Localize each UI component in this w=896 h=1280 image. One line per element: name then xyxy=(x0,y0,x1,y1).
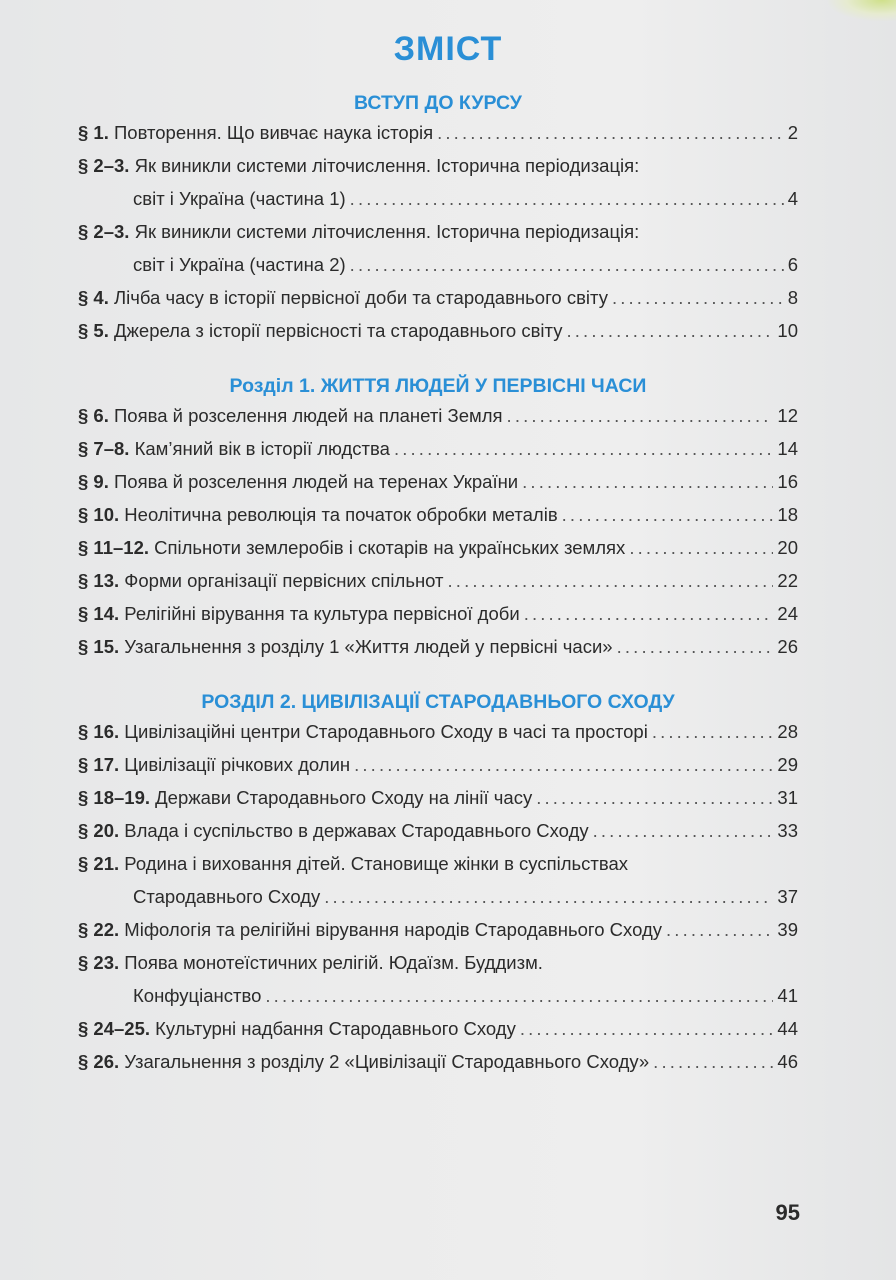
toc-entry-text xyxy=(133,250,346,279)
entry-title: Релігійні вірування та культура первісної доби xyxy=(124,603,520,624)
toc-entry[interactable] xyxy=(78,849,798,915)
entry-title: Держави Стародавнього Сходу на лінії часу xyxy=(155,787,533,808)
toc-entry-text xyxy=(78,816,589,845)
entry-title: Поява монотеїстичних релігій. Юдаїзм. Буддизм. xyxy=(124,952,543,973)
entry-page-number: 16 xyxy=(777,471,798,492)
dot-leader xyxy=(629,533,773,562)
paragraph-number: § 21. xyxy=(78,853,120,874)
paragraph-number: § 17. xyxy=(78,754,120,775)
toc-entry-continuation xyxy=(78,184,798,217)
dot-leader xyxy=(652,717,774,746)
dot-leader xyxy=(350,184,784,213)
entry-title: світ і Україна (частина 2) xyxy=(133,254,346,275)
toc-entry[interactable] xyxy=(78,151,798,217)
toc-entry-line xyxy=(78,283,798,316)
toc-entry[interactable] xyxy=(78,401,798,434)
entry-page-number: 41 xyxy=(777,985,798,1006)
entry-page-number: 18 xyxy=(777,504,798,525)
toc-entry-line xyxy=(78,467,798,500)
toc-entry[interactable] xyxy=(78,632,798,665)
paragraph-number: § 13. xyxy=(78,570,120,591)
toc-entry-line xyxy=(78,849,798,882)
toc-entry-line xyxy=(78,401,798,434)
paragraph-number: § 20. xyxy=(78,820,120,841)
dot-leader xyxy=(653,1047,773,1076)
toc-entry-line xyxy=(78,632,798,665)
toc-entry-continuation xyxy=(78,250,798,283)
section-title: РОЗДІЛ 2. ЦИВІЛІЗАЦІЇ СТАРОДАВНЬОГО СХОДУ xyxy=(201,691,675,713)
toc-entry-line xyxy=(78,316,798,349)
entry-title: Як виникли системи літочислення. Історична періодизація: xyxy=(134,221,640,242)
toc-entry[interactable] xyxy=(78,283,798,316)
entry-page-number: 31 xyxy=(777,787,798,808)
paragraph-number: § 4. xyxy=(78,287,109,308)
entry-title: Поява й розселення людей на планеті Земля xyxy=(114,405,503,426)
toc-entry-line xyxy=(78,717,798,750)
dot-leader xyxy=(666,915,773,944)
toc-entry-text xyxy=(78,151,639,180)
paragraph-number: § 1. xyxy=(78,122,109,143)
toc-entry[interactable] xyxy=(78,566,798,599)
paragraph-number: § 16. xyxy=(78,721,120,742)
page-title: ЗМІСТ xyxy=(393,30,503,68)
entry-title: Влада і суспільство в державах Стародавнього Сходу xyxy=(124,820,589,841)
toc-entry-text xyxy=(78,915,662,944)
entry-title: Кам’яний вік в історії людства xyxy=(134,438,390,459)
dot-leader xyxy=(437,118,784,147)
toc-entry-line xyxy=(78,1047,798,1080)
entry-page-number: 29 xyxy=(777,754,798,775)
entry-title: Міфологія та релігійні вірування народів Стародавнього Сходу xyxy=(124,919,663,940)
paragraph-number: § 10. xyxy=(78,504,120,525)
entry-page-number: 8 xyxy=(787,287,798,308)
paragraph-number: § 18–19. xyxy=(78,787,151,808)
toc-entry-line xyxy=(78,151,798,184)
dot-leader xyxy=(394,434,773,463)
dot-leader xyxy=(524,599,774,628)
toc-entry-text xyxy=(78,500,558,529)
toc-entry-text xyxy=(78,217,639,246)
entry-page-number: 39 xyxy=(777,919,798,940)
entry-title: Культурні надбання Стародавнього Сходу xyxy=(155,1018,516,1039)
toc-entry-text xyxy=(78,948,543,977)
paragraph-number: § 9. xyxy=(78,471,109,492)
toc-entry-line xyxy=(78,1014,798,1047)
entry-page-number: 28 xyxy=(777,721,798,742)
toc-entry-line xyxy=(78,566,798,599)
toc-entry[interactable] xyxy=(78,500,798,533)
toc-entry-text xyxy=(133,184,346,213)
entry-title: Поява й розселення людей на теренах України xyxy=(114,471,519,492)
toc-entry[interactable] xyxy=(78,948,798,1014)
toc-entry[interactable] xyxy=(78,217,798,283)
toc-entry-text xyxy=(78,1047,649,1076)
dot-leader xyxy=(617,632,774,661)
toc-entry[interactable] xyxy=(78,599,798,632)
toc-entry[interactable] xyxy=(78,533,798,566)
dot-leader xyxy=(448,566,774,595)
paragraph-number: § 23. xyxy=(78,952,120,973)
toc-entry[interactable] xyxy=(78,316,798,349)
toc-entry-continuation xyxy=(78,882,798,915)
dot-leader xyxy=(612,283,784,312)
entry-title: Як виникли системи літочислення. Історична періодизація: xyxy=(134,155,640,176)
paragraph-number: § 14. xyxy=(78,603,120,624)
toc-entry[interactable] xyxy=(78,915,798,948)
entry-page-number: 26 xyxy=(777,636,798,657)
entry-title: Форми організації первісних спільнот xyxy=(124,570,444,591)
paragraph-number: § 15. xyxy=(78,636,120,657)
dot-leader xyxy=(324,882,773,911)
dot-leader xyxy=(593,816,774,845)
paragraph-number: § 6. xyxy=(78,405,109,426)
entry-title: Стародавнього Сходу xyxy=(133,886,321,907)
entry-page-number: 20 xyxy=(777,537,798,558)
paragraph-number: § 5. xyxy=(78,320,109,341)
entry-title: Повторення. Що вивчає наука історія xyxy=(114,122,434,143)
entry-title: Конфуціанство xyxy=(133,985,262,1006)
entry-page-number: 33 xyxy=(777,820,798,841)
leaf-decoration xyxy=(826,0,896,22)
toc-entry-text xyxy=(78,750,350,779)
toc-entry-line xyxy=(78,434,798,467)
toc-entry-line xyxy=(78,948,798,981)
entry-page-number: 4 xyxy=(787,188,798,209)
toc-entry-text xyxy=(78,434,390,463)
toc-entry-line xyxy=(78,500,798,533)
toc-entry-text xyxy=(78,599,520,628)
toc-entry-text xyxy=(78,783,532,812)
toc-entry[interactable] xyxy=(78,783,798,816)
toc-entry[interactable] xyxy=(78,1047,798,1080)
entry-title: Цивілізації річкових долин xyxy=(124,754,351,775)
entry-title: Лічба часу в історії первісної доби та стародавнього світу xyxy=(114,287,608,308)
toc-entry-text xyxy=(78,401,503,430)
toc-entry-line xyxy=(78,915,798,948)
toc-entry-text xyxy=(78,533,625,562)
toc-entry-text xyxy=(78,632,613,661)
entry-title: Неолітична революція та початок обробки металів xyxy=(124,504,558,525)
toc-entry-line xyxy=(78,783,798,816)
toc-entry-continuation xyxy=(78,981,798,1014)
dot-leader xyxy=(566,316,773,345)
toc-entry-text xyxy=(133,882,320,911)
paragraph-number: § 7–8. xyxy=(78,438,130,459)
entry-page-number: 10 xyxy=(777,320,798,341)
toc-entry-text xyxy=(78,316,562,345)
dot-leader xyxy=(536,783,773,812)
entry-title: Спільноти землеробів і скотарів на українських землях xyxy=(154,537,626,558)
toc-section xyxy=(78,371,798,665)
toc-entry-text xyxy=(78,1014,516,1043)
toc-entry[interactable] xyxy=(78,717,798,750)
entry-title: Узагальнення з розділу 1 «Життя людей у первісні часи» xyxy=(124,636,613,657)
toc-entry-line xyxy=(78,750,798,783)
entry-title: Цивілізаційні центри Стародавнього Сходу в часі та просторі xyxy=(124,721,648,742)
entry-title: Родина і виховання дітей. Становище жінки в суспільствах xyxy=(124,853,629,874)
entry-page-number: 46 xyxy=(777,1051,798,1072)
dot-leader xyxy=(265,981,773,1010)
entry-page-number: 24 xyxy=(777,603,798,624)
paragraph-number: § 2–3. xyxy=(78,221,130,242)
toc-entry[interactable] xyxy=(78,816,798,849)
toc-entry-text xyxy=(78,849,628,878)
paragraph-number: § 24–25. xyxy=(78,1018,151,1039)
paragraph-number: § 11–12. xyxy=(78,537,149,558)
dot-leader xyxy=(562,500,774,529)
entry-page-number: 2 xyxy=(787,122,798,143)
table-of-contents xyxy=(78,88,798,1080)
toc-entry[interactable] xyxy=(78,434,798,467)
dot-leader xyxy=(350,250,784,279)
toc-entry-text xyxy=(78,467,518,496)
toc-entry-text xyxy=(78,283,608,312)
entry-page-number: 37 xyxy=(777,886,798,907)
section-title: ВСТУП ДО КУРСУ xyxy=(354,92,522,114)
entry-title: світ і Україна (частина 1) xyxy=(133,188,346,209)
toc-entry-line xyxy=(78,816,798,849)
toc-entry-text xyxy=(78,717,648,746)
toc-entry-line xyxy=(78,118,798,151)
entry-page-number: 6 xyxy=(787,254,798,275)
toc-entry[interactable] xyxy=(78,1014,798,1047)
dot-leader xyxy=(522,467,773,496)
entry-page-number: 22 xyxy=(777,570,798,591)
toc-entry-line xyxy=(78,217,798,250)
entry-page-number: 14 xyxy=(777,438,798,459)
toc-section xyxy=(78,88,798,349)
page-number: 95 xyxy=(775,1200,800,1225)
toc-entry[interactable] xyxy=(78,118,798,151)
entry-title: Джерела з історії первісності та стародавнього світу xyxy=(114,320,563,341)
dot-leader xyxy=(354,750,773,779)
entry-title: Узагальнення з розділу 2 «Цивілізації Стародавнього Сходу» xyxy=(124,1051,650,1072)
toc-section xyxy=(78,687,798,1080)
toc-entry-line xyxy=(78,599,798,632)
toc-entry[interactable] xyxy=(78,750,798,783)
toc-entry[interactable] xyxy=(78,467,798,500)
paragraph-number: § 22. xyxy=(78,919,120,940)
dot-leader xyxy=(520,1014,774,1043)
toc-entry-text xyxy=(78,566,444,595)
section-title: Розділ 1. ЖИТТЯ ЛЮДЕЙ У ПЕРВІСНІ ЧАСИ xyxy=(229,375,647,397)
entry-page-number: 12 xyxy=(777,405,798,426)
entry-page-number: 44 xyxy=(777,1018,798,1039)
paragraph-number: § 26. xyxy=(78,1051,120,1072)
toc-entry-text xyxy=(133,981,261,1010)
dot-leader xyxy=(507,401,774,430)
toc-entry-text xyxy=(78,118,433,147)
toc-entry-line xyxy=(78,533,798,566)
paragraph-number: § 2–3. xyxy=(78,155,130,176)
